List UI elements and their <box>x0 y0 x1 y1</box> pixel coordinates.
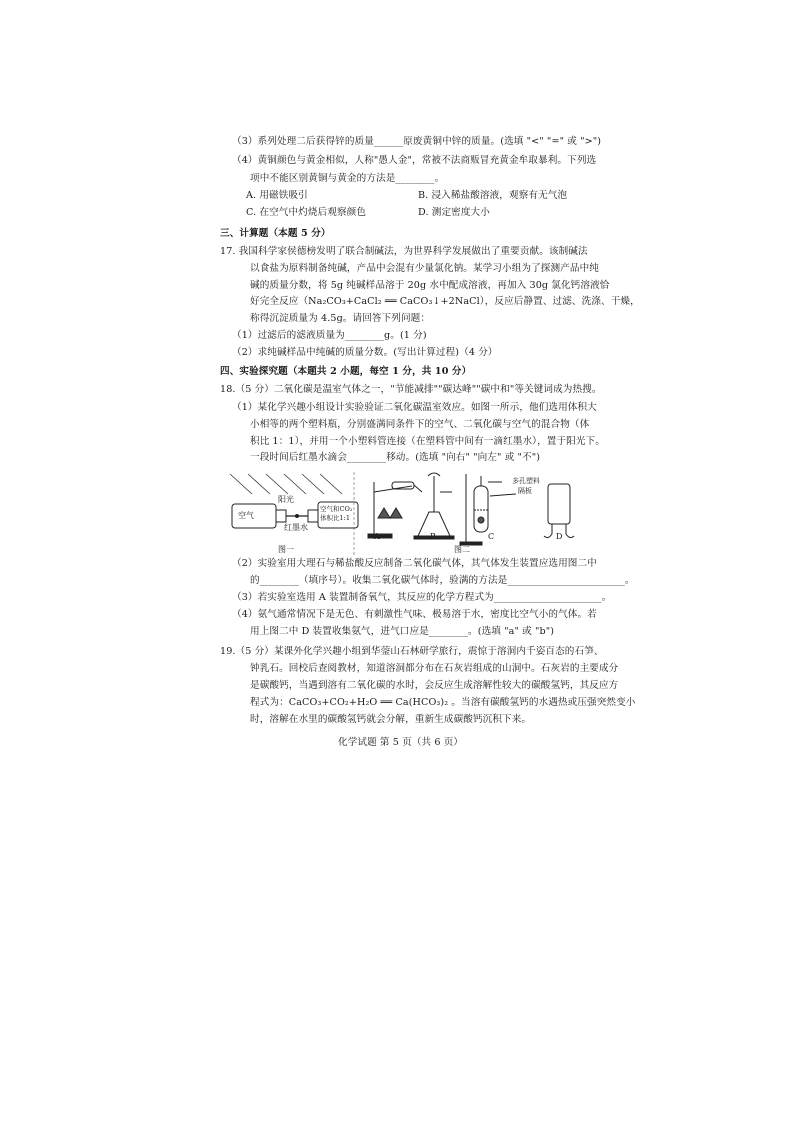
apparatus-a <box>368 482 422 538</box>
page-footer: 化学试题 第 5 页（共 6 页） <box>338 737 464 748</box>
fig-label-a: A <box>374 532 380 541</box>
fig-label-b: B <box>430 532 436 541</box>
fig-mixed-gas-label-1: 空气和CO₂ <box>320 505 353 513</box>
fig-label-d: D <box>556 532 563 541</box>
figure-2-caption: 图二 <box>454 545 470 554</box>
q18-sub2-line1: （2）实验室用大理石与稀盐酸反应制备二氧化碳气体，其气体发生装置应选用图二中 <box>232 558 597 569</box>
q17-line1: 17. 我国科学家侯德榜发明了联合制碱法，为世界科学发展做出了重要贡献。该制碱法 <box>220 246 588 257</box>
q16-option-a: A. 用磁铁吸引 <box>246 190 308 201</box>
apparatus-b <box>414 473 454 539</box>
q18-sub4-line2: 用上图二中 D 装置收集氨气，进气口应是________。(选填 "a" 或 "b") <box>250 626 555 637</box>
q17-line4: 好完全反应（Na₂CO₃+CaCl₂ ══ CaCO₃↓+2NaCl），反应后静置、过滤、洗涤、干燥， <box>250 296 640 307</box>
experiment-figures <box>226 472 586 556</box>
q16-option-b: B. 浸入稀盐酸溶液，观察有无气泡 <box>418 190 568 201</box>
q16-sub4-line1: （4）黄铜颜色与黄金相似，人称"愚人金"，常被不法商贩冒充黄金牟取暴利。下列选 <box>232 155 597 166</box>
q18-sub2-line2: 的________（填序号）。收集二氧化碳气体时，验满的方法是________________________。 <box>250 575 635 586</box>
q17-sub1: （1）过滤后的滤液质量为________g。(1 分) <box>232 330 427 341</box>
q18-sub1-line1: （1）某化学兴趣小组设计实验验证二氧化碳温室效应。如图一所示，他们选用体积大 <box>232 402 597 413</box>
q19-line4: 程式为：CaCO₃+CO₂+H₂O ══ Ca(HCO₃)₂ 。当溶有碳酸氢钙的水遇热或压强突然变小 <box>250 697 636 708</box>
q18-sub1-line2: 小相等的两个塑料瓶，分别盛满同条件下的空气、二氧化碳与空气的混合物（体 <box>250 419 590 430</box>
fig-ink-label: 红墨水 <box>284 523 308 532</box>
ink-drop <box>295 514 299 518</box>
q19-line3: 是碳酸钙，当遇到溶有二氧化碳的水时，会反应生成溶解性较大的碳酸氢钙，其反应方 <box>250 680 619 691</box>
q18-sub1-line4: 一段时间后红墨水滴会________移动。(选填 "向右" "向左" 或 "不") <box>250 452 541 463</box>
sunlight-rays <box>230 474 342 494</box>
q18-sub4-line1: （4）氨气通常情况下是无色、有刺激性气味、极易溶于水，密度比空气小的气体。若 <box>232 609 597 620</box>
q18-intro: 18.（5 分）二氧化碳是温室气体之一，"节能减排""碳达峰""碳中和"等关键词成为热搜。 <box>220 384 602 395</box>
q18-sub3: （3）若实验室选用 A 装置制备氧气，其反应的化学方程式为______________________。 <box>232 592 612 603</box>
q17-line3: 碱的质量分数，将 5g 纯碱样品溶于 20g 水中配成溶液，再加入 30g 氯化钙溶液恰 <box>250 280 610 291</box>
fig-label-c: C <box>488 532 495 541</box>
fig-mixed-gas-label-2: 体积比1:1 <box>320 514 350 522</box>
q16-option-c: C. 在空气中灼烧后观察颜色 <box>246 207 367 218</box>
section-4-heading: 四、实验探究题（本题共 2 小题，每空 1 分，共 10 分） <box>220 366 472 377</box>
q17-line5: 称得沉淀质量为 4.5g。请回答下列问题： <box>250 313 431 324</box>
q16-option-d: D. 测定密度大小 <box>418 207 490 218</box>
apparatus-d <box>544 484 574 538</box>
fig-plate-label-1: 多孔塑料 <box>512 477 540 485</box>
q18-sub1-line3: 积比 1：1），并用一个小塑料管连接（在塑料管中间有一滴红墨水），置于阳光下。 <box>250 436 605 447</box>
fig-air-label: 空气 <box>238 511 254 520</box>
fig-plate-label-2: 隔板 <box>518 487 532 495</box>
fig-sunlight-label: 阳光 <box>278 495 294 504</box>
q16-sub3: （3）系列处理二后获得锌的质量______原废黄铜中锌的质量。(选填 "<" "=" 或 ">") <box>232 136 602 147</box>
q17-sub2: （2）求纯碱样品中纯碱的质量分数。(写出计算过程)（4 分） <box>232 347 498 358</box>
q19-line5: 时，溶解在水里的碳酸氢钙就会分解，重新生成碳酸钙沉积下来。 <box>250 714 532 725</box>
q17-line2: 以食盐为原料制备纯碱，产品中会混有少量氯化钠。某学习小组为了探测产品中纯 <box>250 263 599 274</box>
q19-line1: 19.（5 分）某课外化学兴趣小组到华蓥山石林研学旅行，震惊于溶洞内千姿百态的石笋、 <box>220 646 604 657</box>
figure-1-caption: 图一 <box>278 545 294 554</box>
q19-line2: 钟乳石。回校后查阅教材，知道溶洞都分布在石灰岩组成的山洞中。石灰岩的主要成分 <box>250 663 619 674</box>
section-3-heading: 三、计算题（本题 5 分） <box>220 228 331 239</box>
q16-sub4-line2: 项中不能区别黄铜与黄金的方法是________。 <box>250 173 445 184</box>
